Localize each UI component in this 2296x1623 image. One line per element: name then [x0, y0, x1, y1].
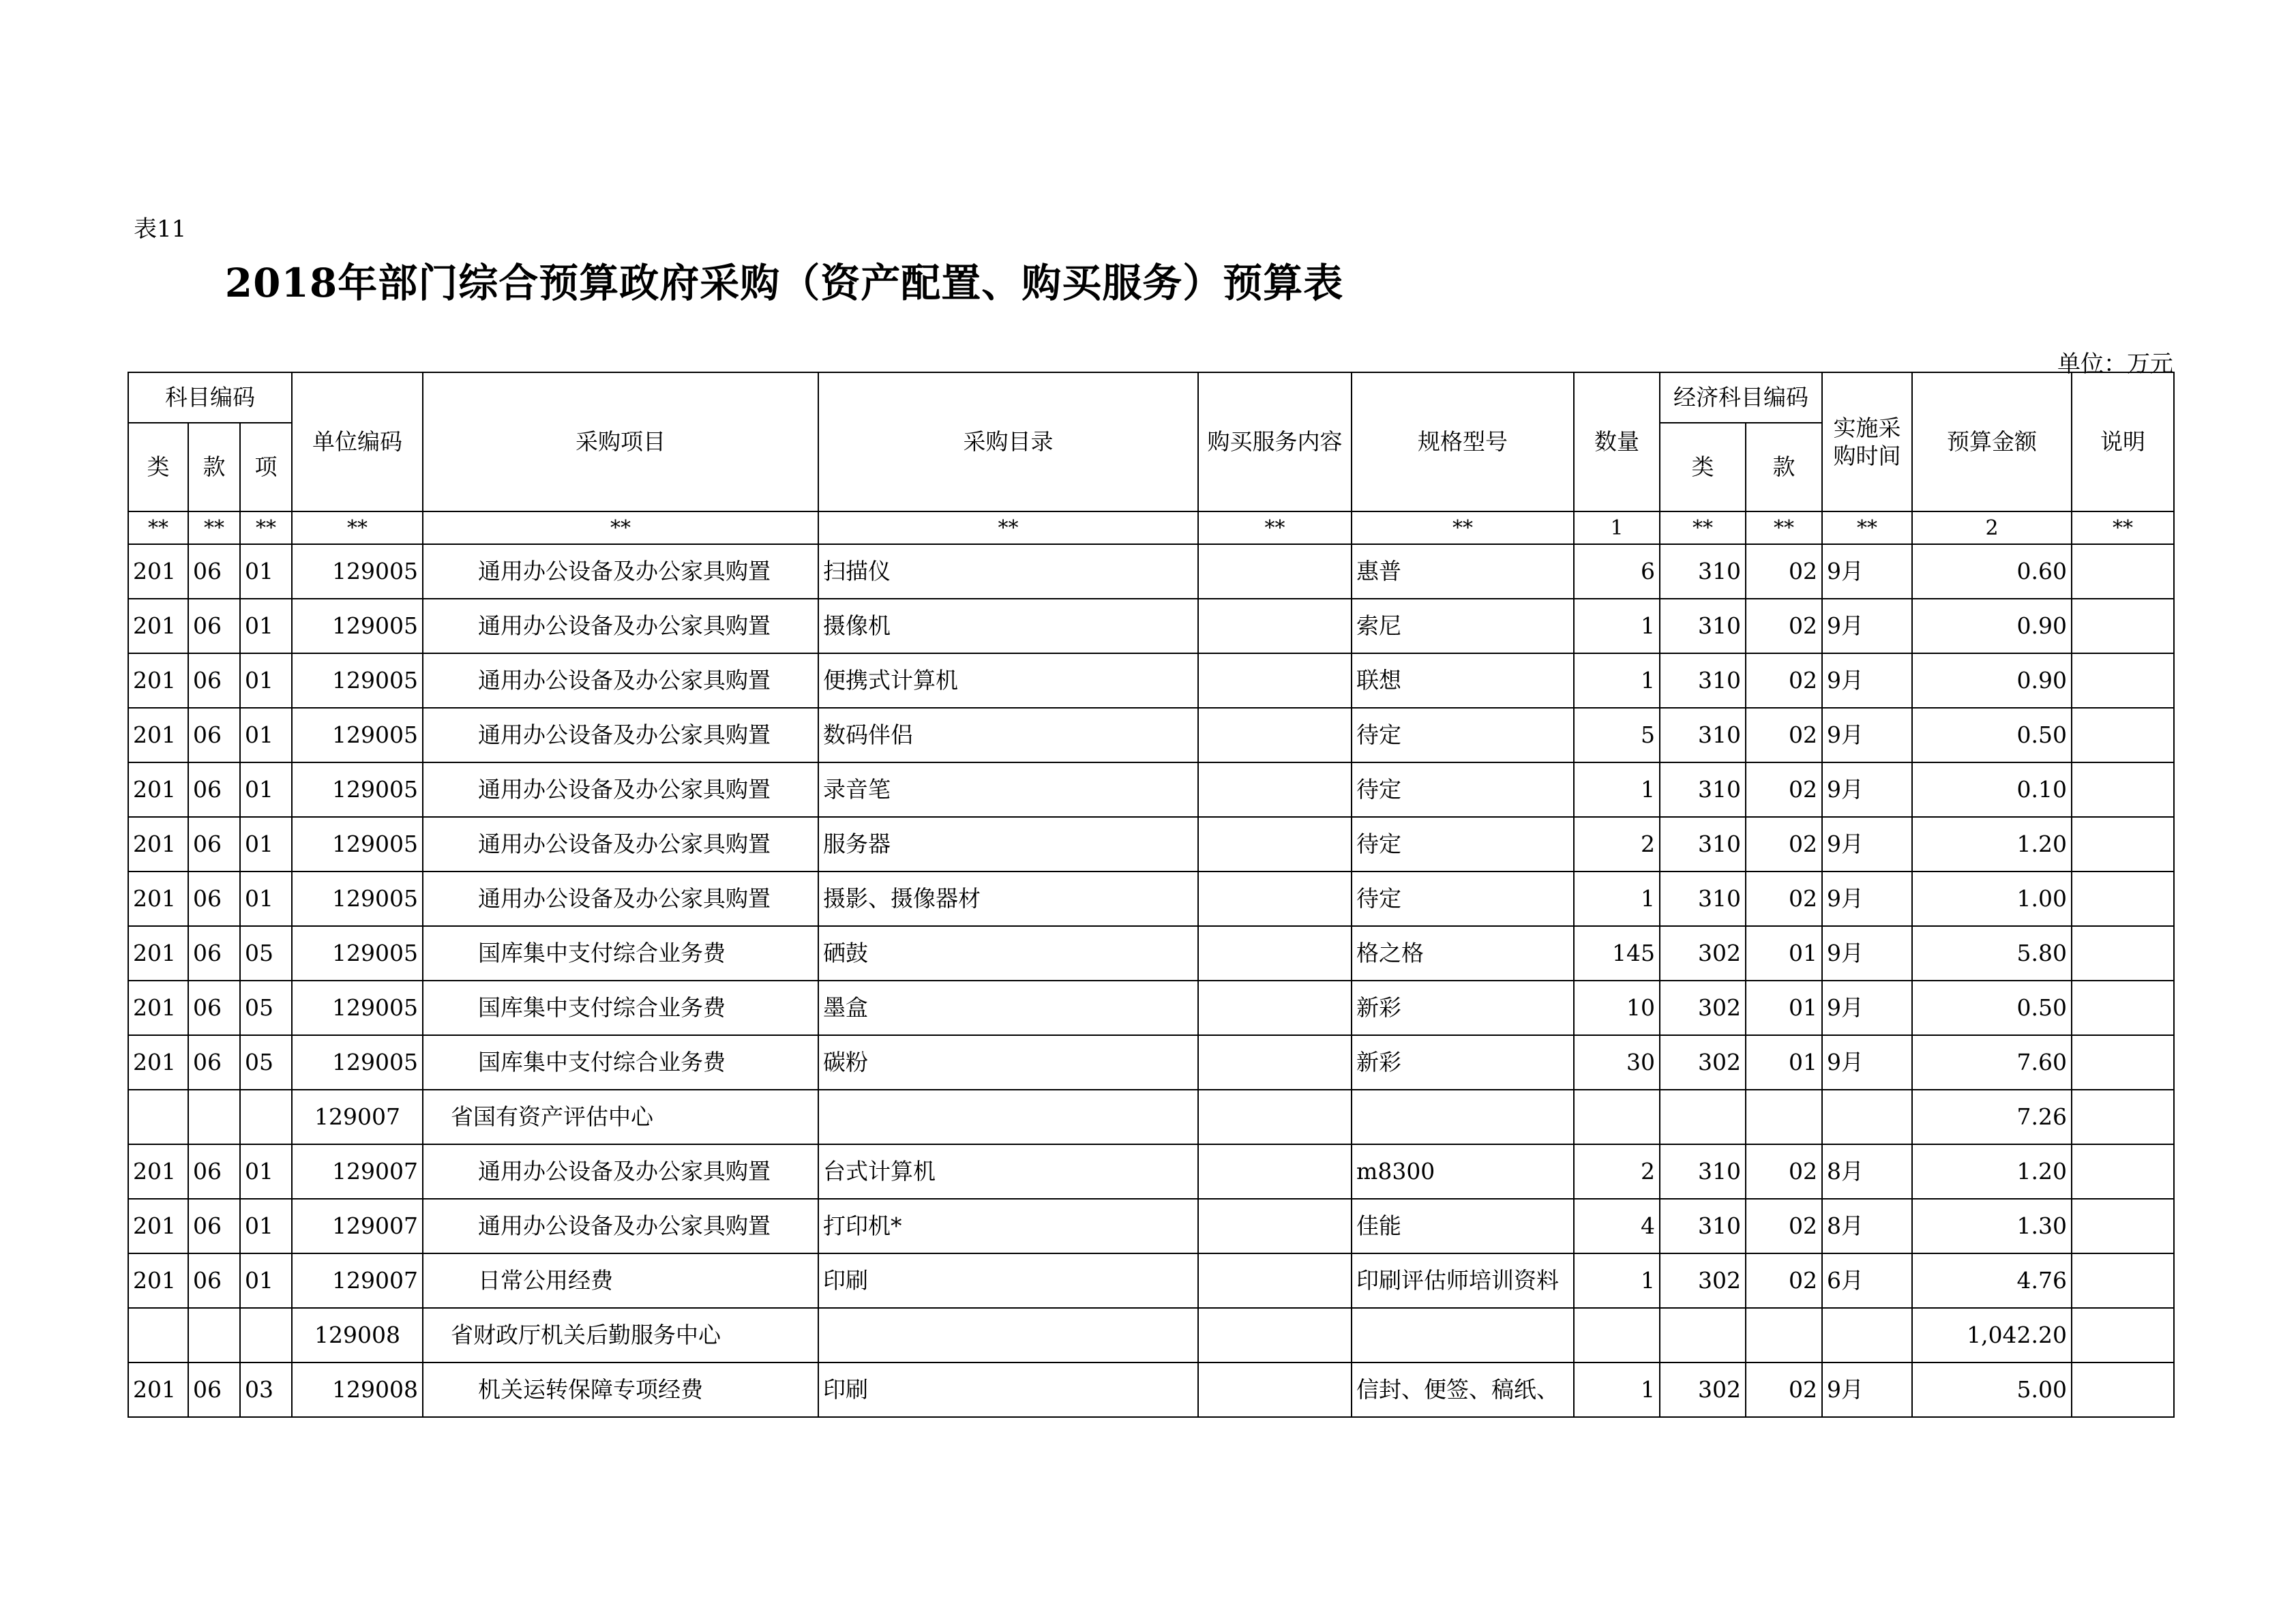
cell-budget: 1.20 — [1912, 1144, 2072, 1199]
table-row — [128, 653, 2174, 708]
header-procure-catalog: 采购目录 — [818, 372, 1198, 511]
cell-spec: 联想 — [1352, 653, 1574, 708]
cell-unit-code: 129005 — [292, 981, 423, 1035]
page-title: 2018年部门综合预算政府采购（资产配置、购买服务）预算表 — [224, 260, 1344, 306]
cell-procure-item: 国库集中支付综合业务费 — [423, 1035, 818, 1090]
cell-xiang: 01 — [240, 817, 292, 872]
cell-xiang: 05 — [240, 981, 292, 1035]
cell-lei: 201 — [128, 981, 188, 1035]
cell-econ-kuan: 01 — [1746, 981, 1822, 1035]
cell-procure-item: 通用办公设备及办公家具购置 — [423, 762, 818, 817]
cell-procure-item: 通用办公设备及办公家具购置 — [423, 653, 818, 708]
cell-quantity: 1 — [1574, 1363, 1660, 1417]
cell-impl-time: 9月 — [1822, 599, 1912, 653]
cell-impl-time: 9月 — [1822, 872, 1912, 926]
cell-note — [2072, 1253, 2174, 1308]
cell-xiang: 01 — [240, 872, 292, 926]
cell-impl-time: 9月 — [1822, 817, 1912, 872]
cell-unit-code: 129005 — [292, 1035, 423, 1090]
cell-spec: 新彩 — [1352, 1035, 1574, 1090]
cell-kuan: 06 — [188, 981, 240, 1035]
cell-quantity — [1574, 1090, 1660, 1144]
cell-econ-lei: 310 — [1660, 653, 1746, 708]
cell-quantity: 1 — [1574, 653, 1660, 708]
budget-table-container — [128, 372, 2173, 1423]
cell-econ-kuan: 02 — [1746, 544, 1822, 599]
cell-procure-catalog: 摄像机 — [818, 599, 1198, 653]
cell-budget: 0.90 — [1912, 599, 2072, 653]
header-quantity: 数量 — [1574, 372, 1660, 511]
table-body — [128, 544, 2174, 1417]
cell-procure-catalog: 印刷 — [818, 1253, 1198, 1308]
header-unit-code: 单位编码 — [292, 372, 423, 511]
cell-procure-catalog: 扫描仪 — [818, 544, 1198, 599]
cell-note — [2072, 926, 2174, 981]
cell-unit-code: 129005 — [292, 599, 423, 653]
cell-unit-code: 129005 — [292, 817, 423, 872]
cell-xiang — [240, 1308, 292, 1363]
header-impl-time: 实施采购时间 — [1822, 372, 1912, 511]
cell-impl-time: 9月 — [1822, 762, 1912, 817]
cell-quantity: 1 — [1574, 599, 1660, 653]
cell-unit-code: 129005 — [292, 762, 423, 817]
cell-econ-kuan — [1746, 1308, 1822, 1363]
table-row — [128, 544, 2174, 599]
cell-kuan: 06 — [188, 708, 240, 762]
cell-procure-item: 国库集中支付综合业务费 — [423, 926, 818, 981]
cell-unit-code: 129008 — [292, 1308, 423, 1363]
marker-cell: ** — [1198, 511, 1352, 544]
marker-cell: ** — [188, 511, 240, 544]
cell-service-content — [1198, 1363, 1352, 1417]
cell-impl-time: 9月 — [1822, 926, 1912, 981]
cell-impl-time: 9月 — [1822, 544, 1912, 599]
cell-xiang: 03 — [240, 1363, 292, 1417]
cell-service-content — [1198, 1035, 1352, 1090]
cell-lei: 201 — [128, 544, 188, 599]
cell-note — [2072, 1035, 2174, 1090]
header-service-content: 购买服务内容 — [1198, 372, 1352, 511]
cell-econ-lei: 302 — [1660, 1035, 1746, 1090]
cell-lei: 201 — [128, 599, 188, 653]
cell-lei: 201 — [128, 708, 188, 762]
cell-xiang: 01 — [240, 708, 292, 762]
cell-procure-catalog: 台式计算机 — [818, 1144, 1198, 1199]
cell-spec: 新彩 — [1352, 981, 1574, 1035]
cell-econ-kuan: 02 — [1746, 762, 1822, 817]
cell-procure-item: 机关运转保障专项经费 — [423, 1363, 818, 1417]
cell-lei: 201 — [128, 1144, 188, 1199]
header-kuan: 款 — [188, 423, 240, 511]
cell-budget: 0.50 — [1912, 981, 2072, 1035]
cell-budget: 4.76 — [1912, 1253, 2072, 1308]
cell-econ-lei: 310 — [1660, 1199, 1746, 1253]
header-procure-item: 采购项目 — [423, 372, 818, 511]
cell-xiang: 01 — [240, 599, 292, 653]
cell-note — [2072, 872, 2174, 926]
cell-unit-code: 129008 — [292, 1363, 423, 1417]
cell-econ-kuan: 02 — [1746, 653, 1822, 708]
table-row — [128, 1035, 2174, 1090]
cell-service-content — [1198, 1308, 1352, 1363]
table-row — [128, 926, 2174, 981]
cell-lei: 201 — [128, 1253, 188, 1308]
cell-unit-code: 129005 — [292, 544, 423, 599]
cell-impl-time: 9月 — [1822, 1363, 1912, 1417]
cell-procure-catalog: 便携式计算机 — [818, 653, 1198, 708]
cell-procure-item: 通用办公设备及办公家具购置 — [423, 708, 818, 762]
cell-procure-catalog — [818, 1090, 1198, 1144]
cell-impl-time: 8月 — [1822, 1199, 1912, 1253]
header-econ-code: 经济科目编码 — [1660, 372, 1822, 423]
cell-unit-code: 129007 — [292, 1253, 423, 1308]
cell-kuan: 06 — [188, 544, 240, 599]
cell-note — [2072, 1363, 2174, 1417]
summary-row — [128, 1090, 2174, 1144]
table-row — [128, 1363, 2174, 1417]
marker-cell: ** — [128, 511, 188, 544]
cell-kuan: 06 — [188, 1199, 240, 1253]
cell-econ-kuan: 02 — [1746, 1363, 1822, 1417]
cell-procure-item: 通用办公设备及办公家具购置 — [423, 544, 818, 599]
cell-econ-lei: 302 — [1660, 981, 1746, 1035]
cell-spec: 索尼 — [1352, 599, 1574, 653]
cell-impl-time: 6月 — [1822, 1253, 1912, 1308]
cell-spec: 佳能 — [1352, 1199, 1574, 1253]
cell-procure-catalog: 录音笔 — [818, 762, 1198, 817]
cell-budget: 1.00 — [1912, 872, 2072, 926]
cell-lei — [128, 1308, 188, 1363]
cell-spec: 待定 — [1352, 817, 1574, 872]
cell-kuan: 06 — [188, 762, 240, 817]
cell-xiang: 01 — [240, 544, 292, 599]
cell-econ-kuan: 02 — [1746, 599, 1822, 653]
cell-unit-code: 129005 — [292, 708, 423, 762]
cell-procure-catalog: 墨盒 — [818, 981, 1198, 1035]
cell-spec: 格之格 — [1352, 926, 1574, 981]
cell-lei: 201 — [128, 926, 188, 981]
cell-budget: 0.50 — [1912, 708, 2072, 762]
cell-spec: 待定 — [1352, 872, 1574, 926]
cell-spec: m8300 — [1352, 1144, 1574, 1199]
cell-econ-kuan: 02 — [1746, 1144, 1822, 1199]
table-row — [128, 599, 2174, 653]
cell-xiang: 01 — [240, 762, 292, 817]
marker-cell: ** — [292, 511, 423, 544]
cell-quantity: 145 — [1574, 926, 1660, 981]
cell-econ-lei: 310 — [1660, 1144, 1746, 1199]
header-econ-kuan: 款 — [1746, 423, 1822, 511]
cell-lei: 201 — [128, 653, 188, 708]
cell-spec: 待定 — [1352, 708, 1574, 762]
cell-note — [2072, 817, 2174, 872]
cell-econ-kuan: 01 — [1746, 1035, 1822, 1090]
marker-cell: ** — [1352, 511, 1574, 544]
header-lei: 类 — [128, 423, 188, 511]
cell-procure-item: 国库集中支付综合业务费 — [423, 981, 818, 1035]
cell-econ-lei: 302 — [1660, 1253, 1746, 1308]
cell-xiang: 01 — [240, 1253, 292, 1308]
cell-kuan: 06 — [188, 599, 240, 653]
cell-xiang: 01 — [240, 1199, 292, 1253]
cell-procure-catalog: 打印机* — [818, 1199, 1198, 1253]
header-subject-code: 科目编码 — [128, 372, 292, 423]
budget-table — [128, 372, 2175, 1418]
cell-note — [2072, 981, 2174, 1035]
cell-lei: 201 — [128, 1199, 188, 1253]
cell-quantity: 30 — [1574, 1035, 1660, 1090]
header-xiang: 项 — [240, 423, 292, 511]
cell-quantity: 2 — [1574, 1144, 1660, 1199]
cell-procure-catalog: 数码伴侣 — [818, 708, 1198, 762]
cell-impl-time: 9月 — [1822, 653, 1912, 708]
cell-service-content — [1198, 872, 1352, 926]
marker-cell: ** — [2072, 511, 2174, 544]
cell-econ-kuan: 02 — [1746, 1253, 1822, 1308]
cell-note — [2072, 599, 2174, 653]
cell-econ-lei — [1660, 1308, 1746, 1363]
header-econ-lei: 类 — [1660, 423, 1746, 511]
cell-budget: 1.30 — [1912, 1199, 2072, 1253]
cell-quantity — [1574, 1308, 1660, 1363]
cell-spec — [1352, 1308, 1574, 1363]
cell-lei — [128, 1090, 188, 1144]
cell-note — [2072, 1199, 2174, 1253]
marker-cell: ** — [1660, 511, 1746, 544]
cell-xiang: 05 — [240, 926, 292, 981]
table-row — [128, 872, 2174, 926]
cell-impl-time — [1822, 1090, 1912, 1144]
cell-lei: 201 — [128, 1035, 188, 1090]
cell-quantity: 1 — [1574, 1253, 1660, 1308]
cell-quantity: 1 — [1574, 762, 1660, 817]
cell-spec — [1352, 1090, 1574, 1144]
cell-budget: 5.80 — [1912, 926, 2072, 981]
cell-xiang: 01 — [240, 1144, 292, 1199]
cell-note — [2072, 1308, 2174, 1363]
marker-cell: ** — [423, 511, 818, 544]
cell-spec: 印刷评估师培训资料 — [1352, 1253, 1574, 1308]
cell-quantity: 2 — [1574, 817, 1660, 872]
cell-econ-kuan — [1746, 1090, 1822, 1144]
cell-quantity: 1 — [1574, 872, 1660, 926]
cell-kuan: 06 — [188, 872, 240, 926]
cell-procure-catalog: 印刷 — [818, 1363, 1198, 1417]
cell-kuan: 06 — [188, 1363, 240, 1417]
cell-xiang — [240, 1090, 292, 1144]
cell-service-content — [1198, 817, 1352, 872]
cell-kuan — [188, 1090, 240, 1144]
cell-lei: 201 — [128, 1363, 188, 1417]
cell-xiang: 01 — [240, 653, 292, 708]
cell-service-content — [1198, 708, 1352, 762]
cell-kuan — [188, 1308, 240, 1363]
cell-econ-kuan: 02 — [1746, 1199, 1822, 1253]
cell-budget: 7.26 — [1912, 1090, 2072, 1144]
cell-unit-code: 129007 — [292, 1199, 423, 1253]
cell-econ-lei: 310 — [1660, 544, 1746, 599]
table-row — [128, 708, 2174, 762]
cell-lei: 201 — [128, 872, 188, 926]
cell-service-content — [1198, 1144, 1352, 1199]
header-note: 说明 — [2072, 372, 2174, 511]
cell-budget: 0.10 — [1912, 762, 2072, 817]
cell-xiang: 05 — [240, 1035, 292, 1090]
cell-service-content — [1198, 1199, 1352, 1253]
cell-service-content — [1198, 1090, 1352, 1144]
cell-procure-item: 通用办公设备及办公家具购置 — [423, 817, 818, 872]
table-number: 表11 — [134, 215, 187, 243]
cell-quantity: 5 — [1574, 708, 1660, 762]
cell-impl-time: 9月 — [1822, 1035, 1912, 1090]
table-row — [128, 1144, 2174, 1199]
cell-impl-time: 9月 — [1822, 708, 1912, 762]
cell-quantity: 4 — [1574, 1199, 1660, 1253]
cell-impl-time — [1822, 1308, 1912, 1363]
cell-lei: 201 — [128, 762, 188, 817]
cell-service-content — [1198, 599, 1352, 653]
cell-unit-code: 129005 — [292, 872, 423, 926]
cell-budget: 0.90 — [1912, 653, 2072, 708]
cell-procure-catalog — [818, 1308, 1198, 1363]
cell-service-content — [1198, 926, 1352, 981]
cell-quantity: 6 — [1574, 544, 1660, 599]
marker-cell: 1 — [1574, 511, 1660, 544]
cell-quantity: 10 — [1574, 981, 1660, 1035]
cell-unit-code: 129005 — [292, 653, 423, 708]
cell-service-content — [1198, 981, 1352, 1035]
cell-procure-item: 省国有资产评估中心 — [423, 1090, 818, 1144]
marker-cell: ** — [1746, 511, 1822, 544]
cell-kuan: 06 — [188, 1144, 240, 1199]
cell-econ-lei: 302 — [1660, 926, 1746, 981]
cell-note — [2072, 1090, 2174, 1144]
cell-service-content — [1198, 762, 1352, 817]
cell-kuan: 06 — [188, 1253, 240, 1308]
cell-econ-lei: 302 — [1660, 1363, 1746, 1417]
cell-procure-item: 通用办公设备及办公家具购置 — [423, 599, 818, 653]
cell-econ-kuan: 02 — [1746, 817, 1822, 872]
cell-econ-lei: 310 — [1660, 708, 1746, 762]
cell-procure-catalog: 硒鼓 — [818, 926, 1198, 981]
cell-note — [2072, 1144, 2174, 1199]
cell-service-content — [1198, 653, 1352, 708]
marker-cell: 2 — [1912, 511, 2072, 544]
header-budget: 预算金额 — [1912, 372, 2072, 511]
cell-econ-lei: 310 — [1660, 762, 1746, 817]
cell-procure-item: 通用办公设备及办公家具购置 — [423, 872, 818, 926]
cell-econ-lei: 310 — [1660, 599, 1746, 653]
cell-unit-code: 129007 — [292, 1090, 423, 1144]
cell-econ-lei: 310 — [1660, 872, 1746, 926]
unit-label: 单位：万元 — [2057, 351, 2173, 378]
cell-unit-code: 129005 — [292, 926, 423, 981]
cell-service-content — [1198, 1253, 1352, 1308]
cell-note — [2072, 708, 2174, 762]
cell-spec: 惠普 — [1352, 544, 1574, 599]
cell-procure-item: 通用办公设备及办公家具购置 — [423, 1199, 818, 1253]
cell-spec: 信封、便签、稿纸、 — [1352, 1363, 1574, 1417]
cell-econ-lei — [1660, 1090, 1746, 1144]
cell-budget: 1.20 — [1912, 817, 2072, 872]
marker-cell: ** — [240, 511, 292, 544]
cell-budget: 7.60 — [1912, 1035, 2072, 1090]
cell-budget: 0.60 — [1912, 544, 2072, 599]
cell-econ-kuan: 02 — [1746, 708, 1822, 762]
cell-service-content — [1198, 544, 1352, 599]
marker-row — [128, 511, 2174, 544]
cell-procure-catalog: 摄影、摄像器材 — [818, 872, 1198, 926]
cell-note — [2072, 653, 2174, 708]
cell-procure-catalog: 服务器 — [818, 817, 1198, 872]
table-row — [128, 817, 2174, 872]
cell-note — [2072, 544, 2174, 599]
cell-econ-lei: 310 — [1660, 817, 1746, 872]
cell-procure-item: 通用办公设备及办公家具购置 — [423, 1144, 818, 1199]
table-row — [128, 762, 2174, 817]
cell-kuan: 06 — [188, 653, 240, 708]
table-row — [128, 981, 2174, 1035]
cell-econ-kuan: 02 — [1746, 872, 1822, 926]
cell-procure-item: 日常公用经费 — [423, 1253, 818, 1308]
marker-cell: ** — [818, 511, 1198, 544]
table-row — [128, 1253, 2174, 1308]
cell-lei: 201 — [128, 817, 188, 872]
table-row — [128, 1199, 2174, 1253]
cell-spec: 待定 — [1352, 762, 1574, 817]
summary-row — [128, 1308, 2174, 1363]
cell-budget: 5.00 — [1912, 1363, 2072, 1417]
cell-kuan: 06 — [188, 1035, 240, 1090]
cell-procure-item: 省财政厅机关后勤服务中心 — [423, 1308, 818, 1363]
cell-econ-kuan: 01 — [1746, 926, 1822, 981]
cell-budget: 1,042.20 — [1912, 1308, 2072, 1363]
cell-kuan: 06 — [188, 817, 240, 872]
header-spec: 规格型号 — [1352, 372, 1574, 511]
cell-kuan: 06 — [188, 926, 240, 981]
marker-cell: ** — [1822, 511, 1912, 544]
cell-note — [2072, 762, 2174, 817]
cell-impl-time: 9月 — [1822, 981, 1912, 1035]
cell-impl-time: 8月 — [1822, 1144, 1912, 1199]
cell-unit-code: 129007 — [292, 1144, 423, 1199]
cell-procure-catalog: 碳粉 — [818, 1035, 1198, 1090]
